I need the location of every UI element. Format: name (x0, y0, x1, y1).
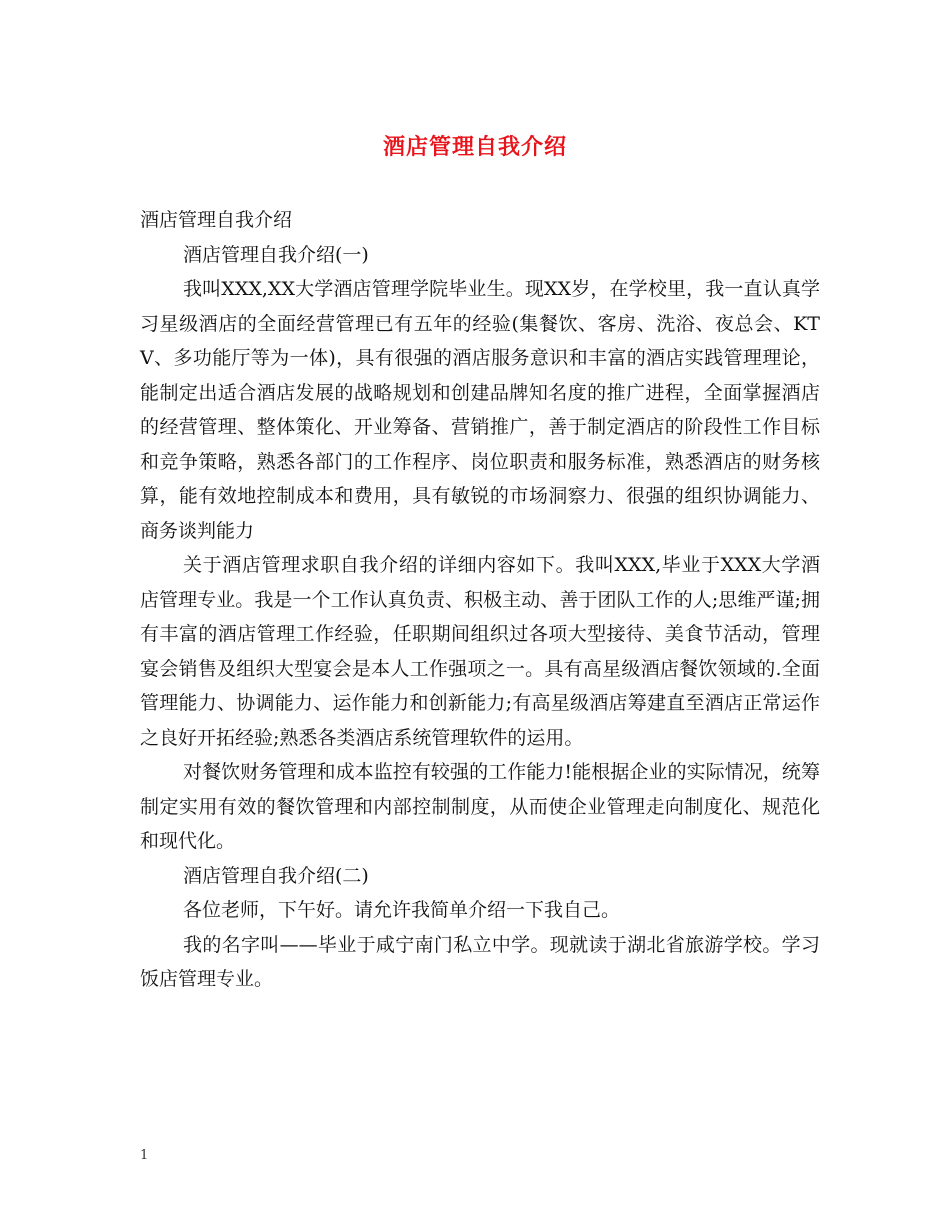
paragraph: 对餐饮财务管理和成本监控有较强的工作能力!能根据企业的实际情况，统筹制定实用有效的餐饮管理和内部控制制度，从而使企业管理走向制度化、规范化和现代化。 (140, 761, 820, 852)
paragraph-heading: 酒店管理自我介绍 (140, 209, 293, 231)
paragraph: 我的名字叫——毕业于咸宁南门私立中学。现就读于湖北省旅游学校。学习饭店管理专业。 (140, 933, 820, 990)
document-body (140, 203, 820, 997)
section-heading-1: 酒店管理自我介绍(一) (183, 243, 369, 266)
paragraph: 各位老师，下午好。请允许我简单介绍一下我自己。 (183, 899, 621, 921)
document-title: 酒店管理自我介绍 (382, 134, 567, 160)
paragraph: 我叫XXX,XX大学酒店管理学院毕业生。现XX岁，在学校里，我一直认真学习星级酒店的全面经营管理已有五年的经验(集餐饮、客房、洗浴、夜总会、KTV、多功能厅等为一体)，具有很强的酒店服务意识和丰富的酒店实践管理理论，能制定出适合酒店发展的战略规划和创建品牌知名度的推广进程，全面掌握酒店的经营管理、整体策化、开业筹备、营销推广，善于制定酒店的阶段性工作目标和竞争策略，熟悉各部门的工作程序、岗位职责和服务标准，熟悉酒店的财务核算，能有效地控制成本和费用，具有敏锐的市场洞察力、很强的组织协调能力、商务谈判能力 (140, 278, 820, 542)
page-number: 1 (140, 1148, 149, 1163)
section-heading-2: 酒店管理自我介绍(二) (183, 864, 369, 887)
paragraph: 关于酒店管理求职自我介绍的详细内容如下。我叫XXX,毕业于XXX大学酒店管理专业。我是一个工作认真负责、积极主动、善于团队工作的人;思维严谨;拥有丰富的酒店管理工作经验，任职期间组织过各项大型接待、美食节活动，管理宴会销售及组织大型宴会是本人工作强项之一。具有高星级酒店餐饮领域的.全面管理能力、协调能力、运作能力和创新能力;有高星级酒店筹建直至酒店正常运作之良好开拓经验;熟悉各类酒店系统管理软件的运用。 (140, 554, 820, 749)
